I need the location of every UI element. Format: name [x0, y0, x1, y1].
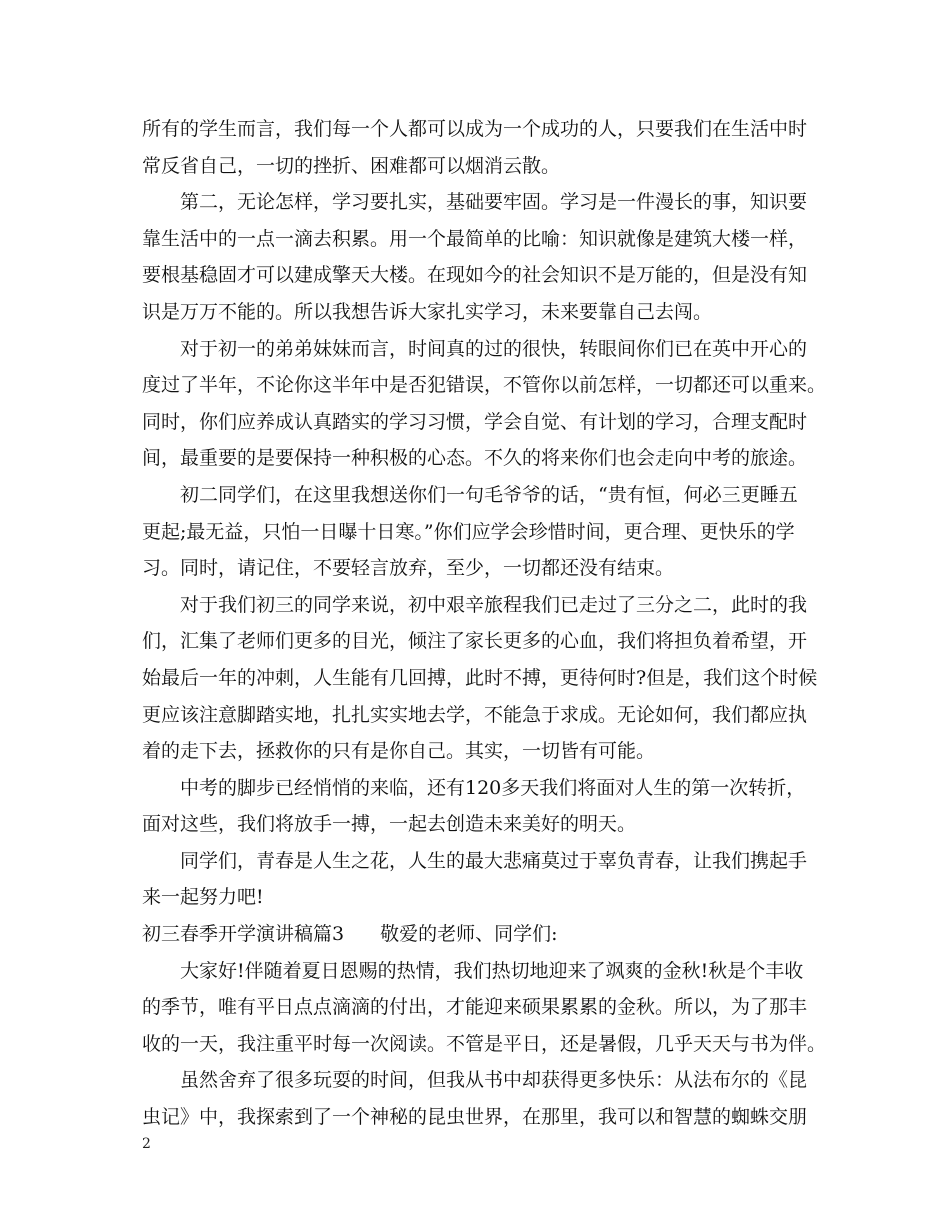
page-number: 2 [142, 1136, 151, 1152]
text-line: 面对这些，我们将放手一搏，一起去创造未来美好的明天。 [142, 813, 637, 836]
text-line: 所有的学生而言，我们每一个人都可以成为一个成功的人，只要我们在生活中时 [142, 118, 808, 140]
text-line: 识是万万不能的。所以我想告诉大家扎实学习，未来要靠自己去闯。 [142, 300, 713, 323]
heading-title: 初三春季开学演讲稿篇3 [142, 923, 345, 946]
paragraph-block [142, 953, 827, 1136]
section-heading [142, 916, 810, 953]
text-line: 来一起努力吧! [142, 886, 264, 909]
text-line: 对于我们初三的同学来说，初中艰辛旅程我们已走过了三分之二，此时的我 [180, 593, 808, 616]
text-line: 第二，无论怎样，学习要扎实，基础要牢固。学习是一件漫长的事，知识要 [180, 191, 808, 214]
text-line: 们，汇集了老师们更多的目光，倾注了家长更多的心血，我们将担负着希望，开 [142, 630, 808, 653]
text-line: 中考的脚步已经悄悄的来临，还有120多天我们将面对人生的第一次转折， [180, 776, 806, 799]
text-line: 要根基稳固才可以建成擎天大楼。在现如今的社会知识不是万能的，但是没有知 [142, 264, 808, 287]
text-line: 虽然舍弃了很多玩耍的时间，但我从书中却获得更多快乐：从法布尔的《昆 [180, 1069, 808, 1092]
text-line: 的季节，唯有平日点点滴滴的付出，才能迎来硕果累累的金秋。所以，为了那丰 [142, 996, 808, 1019]
text-line: 靠生活中的一点一滴去积累。用一个最简单的比喻：知识就像是建筑大楼一样， [142, 227, 808, 250]
text-line: 收的一天，我注重平时每一次阅读。不管是平日，还是暑假，几乎天天与书为伴。 [142, 1032, 827, 1055]
text-line: 更起;最无益，只怕一日曝十日寒。”你们应学会珍惜时间，更合理、更快乐的学 [142, 520, 795, 543]
heading-salutation: 敬爱的老师、同学们: [380, 923, 558, 946]
text-line: 常反省自己，一切的挫折、困难都可以烟消云散。 [142, 154, 561, 177]
text-line: 初二同学们，在这里我想送你们一句毛爷爷的话，“贵有恒，何必三更睡五 [180, 483, 798, 506]
text-line: 同学们，青春是人生之花，人生的最大悲痛莫过于辜负青春，让我们携起手 [180, 849, 808, 872]
document-body [142, 111, 827, 1136]
paragraph-block [142, 111, 827, 916]
text-line: 同时，你们应养成认真踏实的学习习惯，学会自觉、有计划的学习，合理支配时 [142, 410, 808, 433]
text-line: 大家好!伴随着夏日恩赐的热情，我们热切地迎来了飒爽的金秋!秋是个丰收 [180, 959, 804, 982]
text-line: 度过了半年，不论你这半年中是否犯错误，不管你以前怎样，一切都还可以重来。 [142, 374, 827, 397]
text-line: 间，最重要的是要保持一种积极的心态。不久的将来你们也会走向中考的旅途。 [142, 447, 808, 470]
text-line: 对于初一的弟弟妹妹而言，时间真的过的很快，转眼间你们已在英中开心的 [180, 337, 808, 360]
text-line: 始最后一年的冲刺，人生能有几回搏，此时不搏，更待何时?但是，我们这个时候 [142, 666, 818, 689]
text-line: 更应该注意脚踏实地，扎扎实实地去学，不能急于求成。无论如何，我们都应执 [142, 703, 808, 726]
text-line: 习。同时，请记住，不要轻言放弃，至少，一切都还没有结束。 [142, 557, 675, 580]
text-line: 着的走下去，拯救你的只有是你自己。其实，一切皆有可能。 [142, 740, 656, 763]
text-line: 虫记》中，我探索到了一个神秘的昆虫世界，在那里，我可以和智慧的蜘蛛交朋 [142, 1106, 808, 1129]
